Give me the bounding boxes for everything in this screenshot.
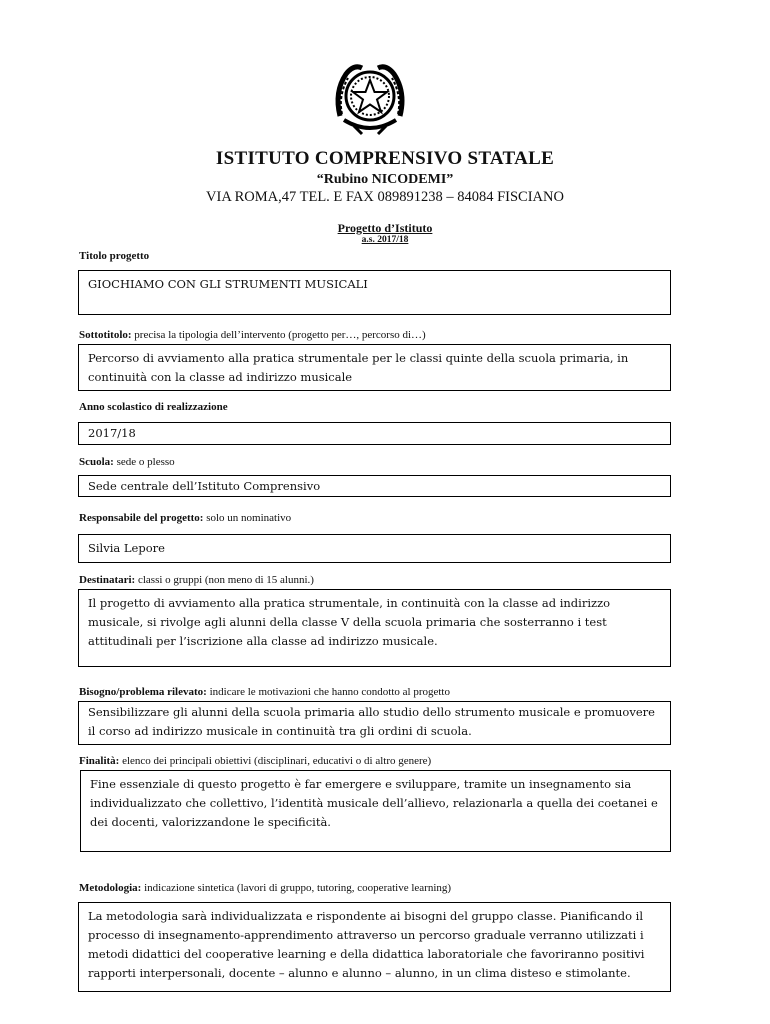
destinatari-label: Destinatari: classi o gruppi (non meno di 15 alunni.) (79, 574, 314, 586)
institute-address: VIA ROMA,47 TEL. E FAX 089891238 – 84084 FISCIANO (206, 189, 564, 205)
metodologia-label: Metodologia: indicazione sintetica (lavori di gruppo, tutoring, cooperative learning) (79, 882, 452, 894)
sottotitolo-label: Sottotitolo: precisa la tipologia dell’intervento (progetto per…, percorso di…) (79, 329, 426, 341)
project-type-heading: Progetto d’Istituto (337, 221, 433, 235)
titolo-label: Titolo progetto (79, 250, 150, 262)
institute-name: “Rubino NICODEMI” (316, 172, 454, 187)
sottotitolo-field[interactable]: Percorso di avviamento alla pratica strumentale per le classi quinte della scuola primaria, in continuità con la classe ad indirizzo musicale (78, 344, 671, 391)
metodologia-field[interactable]: La metodologia sarà individualizzata e rispondente ai bisogni del gruppo classe. Pianificando il processo di insegnamento-apprendimento attraverso un percorso graduale verranno utilizzati i metodi didattici del cooperative learning e della didattica laboratoriale che favoriranno positivi rapporti interpersonali, docente – alunno e alunno – alunno, in un clima disteso e stimolante. (78, 902, 671, 992)
titolo-field[interactable]: GIOCHIAMO CON GLI STRUMENTI MUSICALI (78, 270, 671, 315)
anno-label: Anno scolastico di realizzazione (79, 401, 228, 413)
bisogno-label: Bisogno/problema rilevato: indicare le motivazioni che hanno condotto al progetto (79, 686, 450, 698)
school-year-heading: a.s. 2017/18 (361, 235, 409, 245)
finalita-field[interactable]: Fine essenziale di questo progetto è far emergere e sviluppare, tramite un insegnamento sia individualizzato che collettivo, l’identità musicale dell’allievo, relazionarla a quella dei coetanei e dei docenti, valorizzandone le specificità. (80, 770, 671, 852)
anno-field[interactable]: 2017/18 (78, 422, 671, 445)
responsabile-field[interactable]: Silvia Lepore (78, 534, 671, 563)
finalita-label: Finalità: elenco dei principali obiettivi (disciplinari, educativi o di altro genere) (79, 755, 432, 767)
scuola-field[interactable]: Sede centrale dell’Istituto Comprensivo (78, 475, 671, 497)
scuola-label: Scuola: sede o plesso (79, 456, 175, 468)
responsabile-label: Responsabile del progetto: solo un nominativo (79, 512, 292, 524)
bisogno-field[interactable]: Sensibilizzare gli alunni della scuola primaria allo studio dello strumento musicale e promuovere il corso ad indirizzo musicale in continuità tra gli ordini di scuola. (78, 701, 671, 745)
republic-emblem-icon (330, 56, 410, 140)
institute-title: ISTITUTO COMPRENSIVO STATALE (215, 148, 555, 169)
destinatari-field[interactable]: Il progetto di avviamento alla pratica strumentale, in continuità con la classe ad indirizzo musicale, si rivolge agli alunni della classe V della scuola primaria che sosterranno i test attitudinali per l’iscrizione alla classe ad indirizzo musicale. (78, 589, 671, 667)
